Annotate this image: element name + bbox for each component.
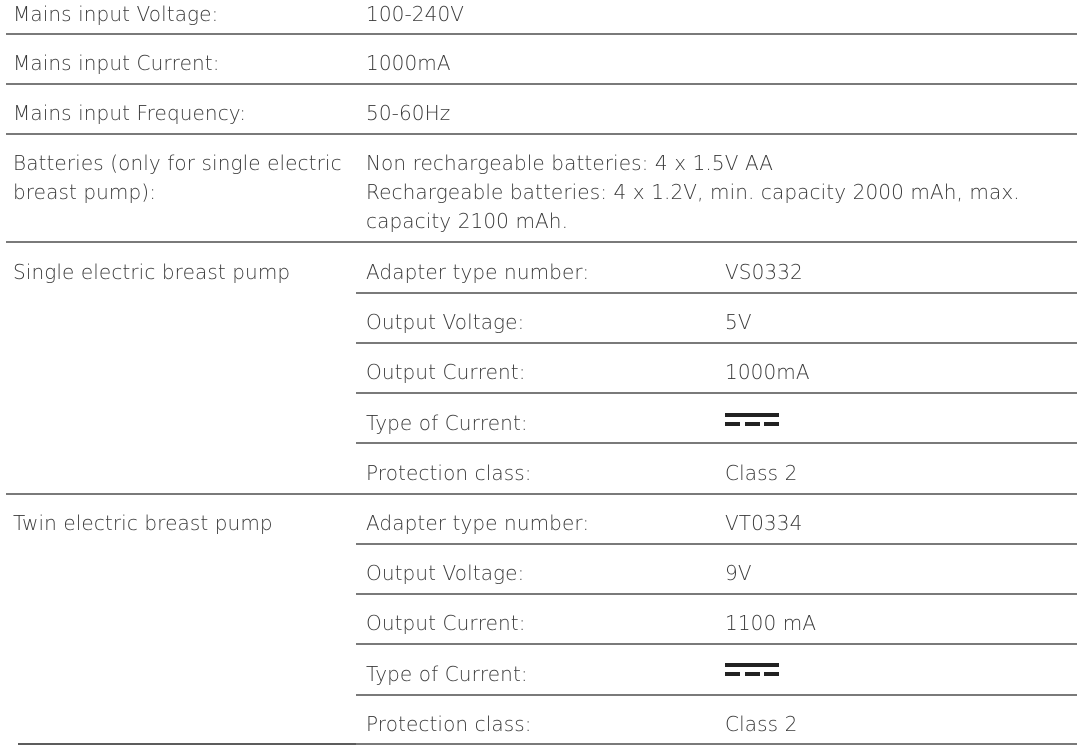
sub-row-divider xyxy=(356,593,1077,595)
mains-current-value: 1000mA xyxy=(366,51,451,75)
dc-current-icon xyxy=(725,662,779,678)
batteries-value-line2: Rechargeable batteries: 4 x 1.2V, min. capacity 2000 mAh, max. xyxy=(366,180,1020,204)
batteries-value-line1: Non rechargeable batteries: 4 x 1.5V AA xyxy=(366,151,774,175)
twin-voltage-value: 9V xyxy=(725,561,752,585)
single-adapter-label: Adapter type number: xyxy=(366,260,590,284)
table-bottom-border xyxy=(18,743,357,745)
single-voltage-label: Output Voltage: xyxy=(366,310,525,334)
batteries-label-line1: Batteries (only for single electric xyxy=(13,151,342,175)
single-current-value: 1000mA xyxy=(725,360,810,384)
twin-protection-label: Protection class: xyxy=(366,712,532,736)
mains-voltage-value: 100-240V xyxy=(366,2,465,26)
twin-type-label: Type of Current: xyxy=(366,662,528,686)
table-bottom-border xyxy=(356,743,1077,745)
row-divider xyxy=(6,241,1077,243)
mains-current-label: Mains input Current: xyxy=(13,51,220,75)
single-adapter-value: VS0332 xyxy=(725,260,803,284)
twin-adapter-value: VT0334 xyxy=(725,511,803,535)
sub-row-divider xyxy=(356,694,1077,696)
row-divider xyxy=(6,83,1077,85)
row-divider xyxy=(6,493,1077,495)
sub-row-divider xyxy=(356,643,1077,645)
row-divider xyxy=(6,133,1077,135)
single-protection-value: Class 2 xyxy=(725,461,798,485)
mains-frequency-value: 50-60Hz xyxy=(366,101,451,125)
sub-row-divider xyxy=(356,342,1077,344)
single-type-label: Type of Current: xyxy=(366,411,528,435)
twin-pump-title: Twin electric breast pump xyxy=(13,511,273,535)
batteries-value-line3: capacity 2100 mAh. xyxy=(366,209,569,233)
dc-current-icon xyxy=(725,412,779,428)
twin-current-label: Output Current: xyxy=(366,611,526,635)
twin-protection-value: Class 2 xyxy=(725,712,798,736)
twin-adapter-label: Adapter type number: xyxy=(366,511,590,535)
sub-row-divider xyxy=(356,292,1077,294)
mains-frequency-label: Mains input Frequency: xyxy=(13,101,247,125)
sub-row-divider xyxy=(356,392,1077,394)
single-current-label: Output Current: xyxy=(366,360,526,384)
single-voltage-value: 5V xyxy=(725,310,752,334)
twin-current-value: 1100 mA xyxy=(725,611,817,635)
mains-voltage-label: Mains input Voltage: xyxy=(13,2,219,26)
batteries-label-line2: breast pump): xyxy=(13,180,157,204)
single-pump-title: Single electric breast pump xyxy=(13,260,291,284)
row-divider xyxy=(6,33,1077,35)
sub-row-divider xyxy=(356,543,1077,545)
twin-voltage-label: Output Voltage: xyxy=(366,561,525,585)
single-protection-label: Protection class: xyxy=(366,461,532,485)
sub-row-divider xyxy=(356,442,1077,444)
